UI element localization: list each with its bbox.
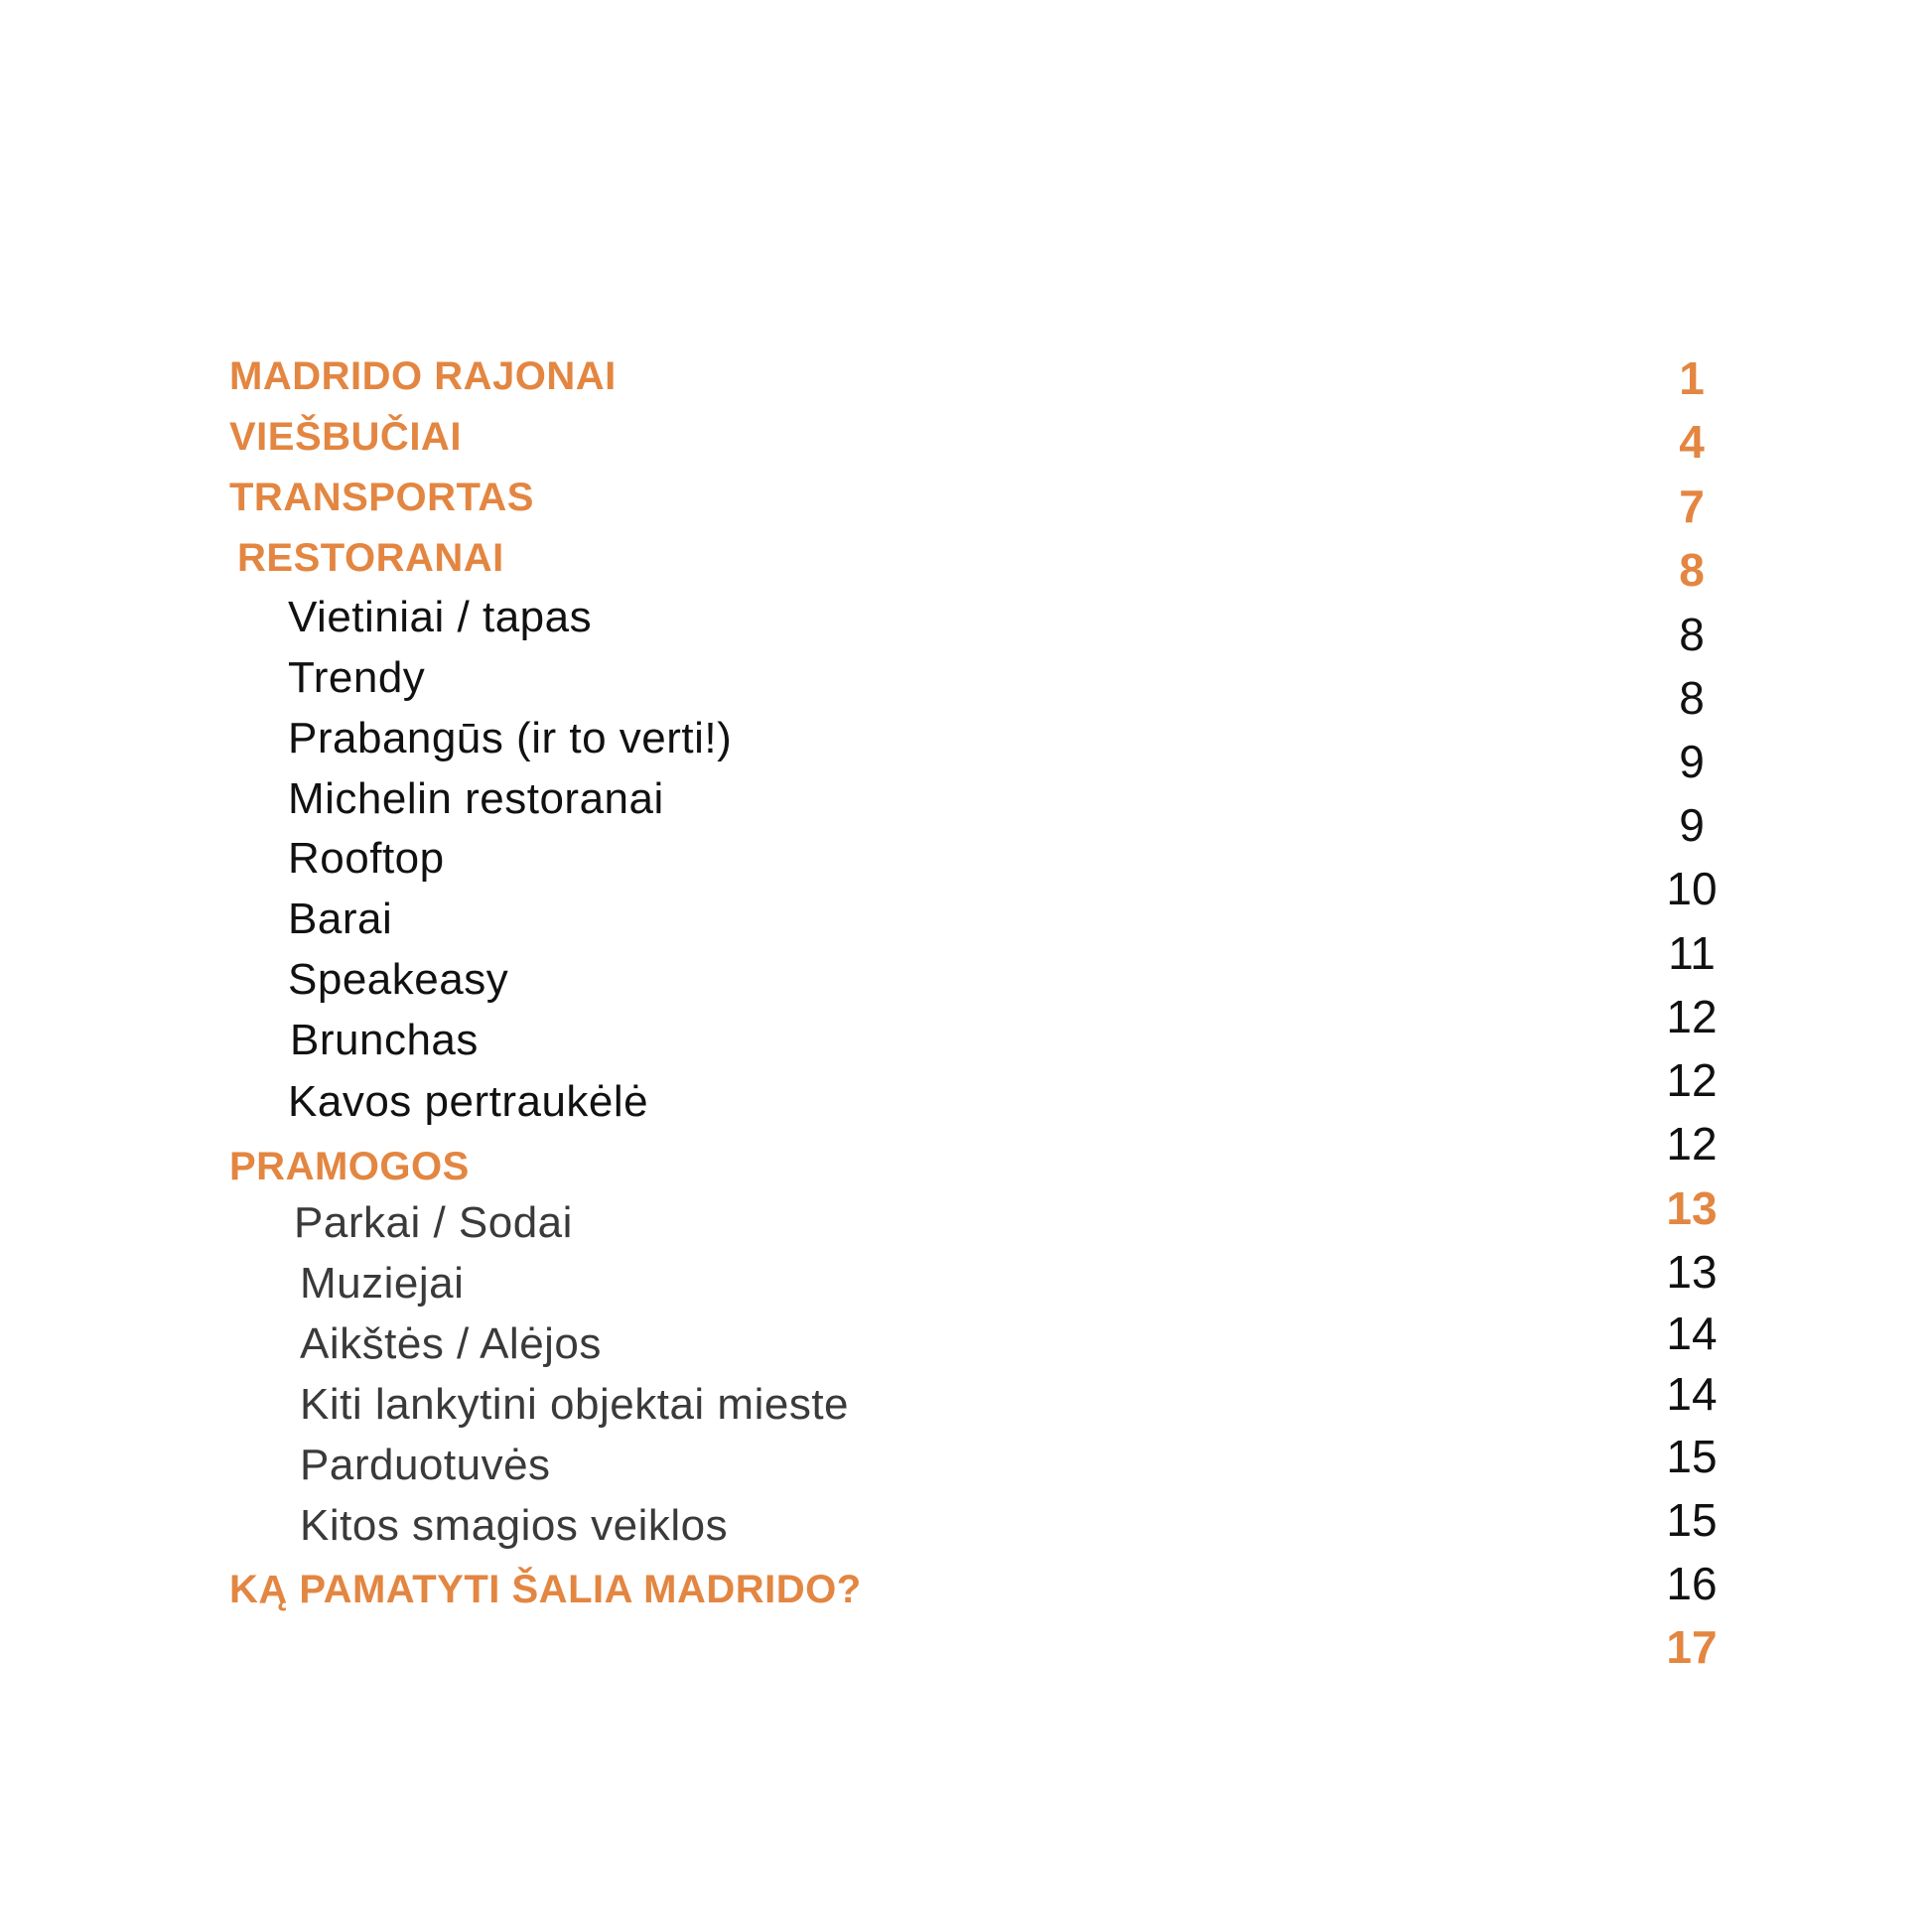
- toc-page-number: 16: [1666, 1558, 1718, 1609]
- toc-page-number: 12: [1666, 1118, 1718, 1170]
- toc-page-number: 1: [1679, 352, 1705, 404]
- toc-item-muziejai[interactable]: Muziejai: [300, 1259, 465, 1308]
- toc-page-number: 13: [1666, 1182, 1718, 1234]
- toc-page-number: 4: [1679, 416, 1705, 468]
- toc-item-kitos-smagios-veiklos[interactable]: Kitos smagios veiklos: [300, 1501, 729, 1550]
- toc-item-michelin-restoranai[interactable]: Michelin restoranai: [288, 774, 664, 823]
- toc-page-number: 10: [1666, 863, 1718, 914]
- toc-item-prabangus[interactable]: Prabangūs (ir to verti!): [288, 714, 733, 762]
- toc-item-parduotuves[interactable]: Parduotuvės: [300, 1441, 551, 1489]
- toc-section-restoranai[interactable]: RESTORANAI: [237, 536, 504, 580]
- toc-item-vietiniai-tapas[interactable]: Vietiniai / tapas: [288, 593, 593, 641]
- toc-page-number: 9: [1679, 799, 1705, 851]
- toc-page-number: 15: [1666, 1494, 1718, 1546]
- toc-page-number: 13: [1666, 1246, 1718, 1298]
- toc-item-rooftop[interactable]: Rooftop: [288, 834, 445, 883]
- toc-item-aikstes-alejos[interactable]: Aikštės / Alėjos: [300, 1319, 602, 1368]
- toc-item-kavos-pertraukele[interactable]: Kavos pertraukėlė: [288, 1077, 649, 1126]
- toc-page-number: 12: [1666, 1054, 1718, 1106]
- toc-item-trendy[interactable]: Trendy: [288, 653, 426, 702]
- toc-page-number: 8: [1679, 672, 1705, 724]
- toc-page-number: 12: [1666, 991, 1718, 1042]
- toc-item-kiti-lankytini-objektai[interactable]: Kiti lankytini objektai mieste: [300, 1380, 850, 1429]
- toc-item-parkai-sodai[interactable]: Parkai / Sodai: [294, 1198, 573, 1247]
- toc-item-speakeasy[interactable]: Speakeasy: [288, 955, 509, 1004]
- toc-section-madrido-rajonai[interactable]: MADRIDO RAJONAI: [229, 354, 617, 398]
- toc-section-viesbuciai[interactable]: VIEŠBUČIAI: [229, 415, 462, 459]
- toc-section-transportas[interactable]: TRANSPORTAS: [229, 476, 534, 519]
- toc-section-ka-pamatyti-salia-madrido[interactable]: KĄ PAMATYTI ŠALIA MADRIDO?: [229, 1568, 862, 1611]
- toc-page-number: 11: [1668, 927, 1716, 979]
- toc-page-number: 14: [1666, 1308, 1718, 1359]
- toc-page-number: 8: [1679, 544, 1705, 596]
- toc-section-pramogos[interactable]: PRAMOGOS: [229, 1145, 470, 1188]
- toc-page-number: 15: [1666, 1431, 1718, 1482]
- toc-page-number: 8: [1679, 609, 1705, 660]
- toc-page-number: 14: [1666, 1368, 1718, 1420]
- toc-page-number: 9: [1679, 736, 1705, 787]
- toc-page-number: 7: [1679, 481, 1705, 532]
- toc-item-brunchas[interactable]: Brunchas: [290, 1016, 479, 1064]
- toc-page-number: 17: [1666, 1621, 1718, 1673]
- toc-item-barai[interactable]: Barai: [288, 895, 393, 943]
